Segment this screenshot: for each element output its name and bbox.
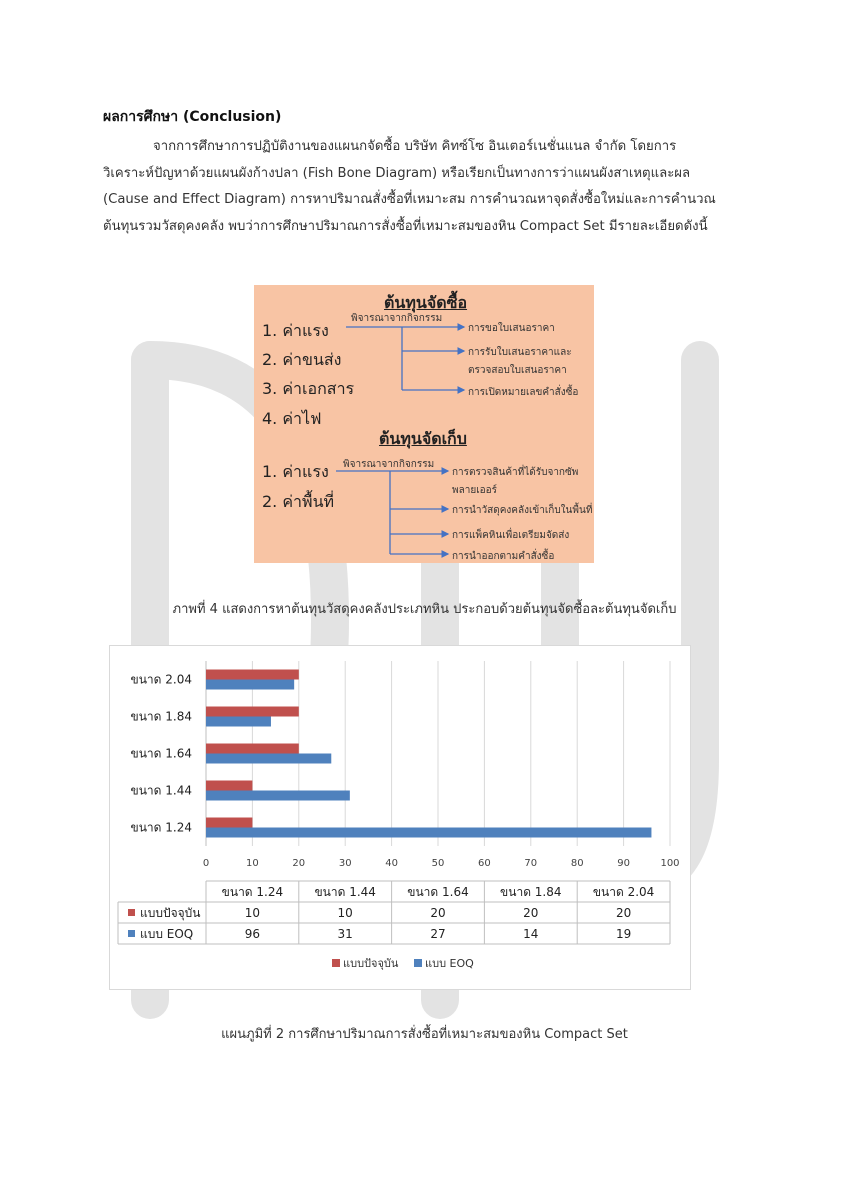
storage-activity-1b: พลายเออร์ xyxy=(452,485,497,496)
storage-activity-1a: การตรวจสินค้าที่ได้รับจากซัพ xyxy=(452,467,579,478)
purchase-activity-1: การขอใบเสนอราคา xyxy=(468,323,555,334)
table-series-name: แบบปัจจุบัน xyxy=(140,906,201,920)
bar-eoq xyxy=(206,791,350,801)
purchase-item-3: 3. ค่าเอกสาร xyxy=(262,379,355,398)
bar-current xyxy=(206,781,252,791)
storage-item-2: 2. ค่าพื้นที่ xyxy=(262,492,335,511)
x-tick-label: 0 xyxy=(202,858,210,869)
x-tick-label: 90 xyxy=(617,858,630,869)
eoq-chart-svg xyxy=(110,646,690,989)
storage-item-1: 1. ค่าแรง xyxy=(262,462,329,481)
x-tick-label: 50 xyxy=(431,858,445,869)
conclusion-paragraph xyxy=(103,134,748,240)
table-header-cell: ขนาด 1.64 xyxy=(407,885,469,899)
legend-key xyxy=(414,959,422,967)
table-value-cell: 19 xyxy=(615,927,632,941)
section-heading: ผลการศึกษา (Conclusion) xyxy=(103,109,282,125)
y-category-label: ขนาด 1.64 xyxy=(130,746,192,761)
table-header-cell: ขนาด 1.84 xyxy=(500,885,562,899)
y-category-label: ขนาด 2.04 xyxy=(130,672,192,687)
table-value-cell: 14 xyxy=(523,927,539,941)
table-header-cell: ขนาด 1.44 xyxy=(314,885,376,899)
table-value-cell: 96 xyxy=(244,927,261,941)
storage-consider-label: พิจารณาจากกิจกรรม xyxy=(343,459,435,470)
cost-figure xyxy=(254,285,594,563)
bar-eoq xyxy=(206,754,331,764)
storage-cost-title: ต้นทุนจัดเก็บ xyxy=(379,429,467,448)
x-tick-label: 20 xyxy=(292,858,306,869)
y-category-label: ขนาด 1.84 xyxy=(130,709,192,724)
table-header-cell: ขนาด 1.24 xyxy=(221,885,284,899)
table-value-cell: 20 xyxy=(523,906,539,920)
bar-current xyxy=(206,670,299,680)
table-legend-key xyxy=(128,930,135,937)
chart-caption: แผนภูมิที่ 2 การศึกษาปริมาณการสั่งซื้อที่เหมาะสมของหิน Compact Set xyxy=(221,1027,628,1042)
legend-label: แบบ EOQ xyxy=(425,957,474,970)
x-tick-label: 70 xyxy=(524,858,538,869)
legend-key xyxy=(332,959,340,967)
table-value-cell: 10 xyxy=(337,906,353,920)
eoq-chart xyxy=(109,645,691,990)
legend-label: แบบปัจจุบัน xyxy=(343,957,399,970)
table-legend-key xyxy=(128,909,135,916)
bar-eoq xyxy=(206,717,271,727)
table-value-cell: 27 xyxy=(430,927,446,941)
x-tick-label: 60 xyxy=(478,858,491,869)
bar-eoq xyxy=(206,828,651,838)
table-value-cell: 10 xyxy=(244,906,261,920)
table-value-cell: 31 xyxy=(337,927,353,941)
storage-activity-2: การนำวัสดุคงคลังเข้าเก็บในพื้นที่ xyxy=(452,505,593,516)
x-tick-label: 100 xyxy=(660,858,680,869)
table-series-name: แบบ EOQ xyxy=(140,927,194,941)
purchase-item-4: 4. ค่าไฟ xyxy=(262,409,322,428)
x-tick-label: 10 xyxy=(246,858,259,869)
purchase-activity-2b: ตรวจสอบใบเสนอราคา xyxy=(468,365,567,376)
bar-eoq xyxy=(206,680,294,690)
purchase-cost-title: ต้นทุนจัดซื้อ xyxy=(384,293,468,312)
storage-activity-4: การนำออกตามคำสั่งซื้อ xyxy=(452,551,555,562)
purchase-activity-3: การเปิดหมายเลขคำสั่งซื้อ xyxy=(468,387,579,398)
paragraph-line-4: ต้นทุนรวมวัสดุคงคลัง พบว่าการศึกษาปริมาณการสั่งซื้อที่เหมาะสมของหิน Compact Set มีรายละเอียดดังนี้ xyxy=(103,218,708,234)
bar-current xyxy=(206,707,299,717)
table-header-cell: ขนาด 2.04 xyxy=(592,885,655,899)
table-value-cell: 20 xyxy=(615,906,632,920)
bar-current xyxy=(206,818,252,828)
x-tick-label: 30 xyxy=(338,858,352,869)
paragraph-line-3: (Cause and Effect Diagram) การหาปริมาณสั่งซื้อที่เหมาะสม การคำนวณหาจุดสั่งซื้อใหม่และการคำนวณ xyxy=(103,192,716,207)
storage-activity-3: การแพ็คหินเพื่อเตรียมจัดส่ง xyxy=(452,530,570,541)
purchase-consider-label: พิจารณาจากกิจกรรม xyxy=(351,313,443,324)
paragraph-line-2: วิเคราะห์ปัญหาด้วยแผนผังก้างปลา (Fish Bone Diagram) หรือเรียกเป็นทางการว่าแผนผังสาเหตุและผล xyxy=(103,165,691,181)
x-tick-label: 40 xyxy=(385,858,398,869)
y-category-label: ขนาด 1.24 xyxy=(130,820,192,835)
paragraph-line-1: จากการศึกษาการปฏิบัติงานของแผนกจัดซื้อ บริษัท คิทซ์โซ อินเตอร์เนชั่นแนล จำกัด โดยการ xyxy=(153,139,677,154)
y-category-label: ขนาด 1.44 xyxy=(130,783,192,798)
purchase-activity-2a: การรับใบเสนอราคาและ xyxy=(468,347,572,358)
bar-current xyxy=(206,744,299,754)
purchase-item-2: 2. ค่าขนส่ง xyxy=(262,350,342,369)
x-tick-label: 80 xyxy=(570,858,584,869)
figure-caption: ภาพที่ 4 แสดงการหาต้นทุนวัสดุคงคลังประเภทหิน ประกอบด้วยต้นทุนจัดซื้อละต้นทุนจัดเก็บ xyxy=(172,602,677,617)
purchase-item-1: 1. ค่าแรง xyxy=(262,321,329,340)
table-value-cell: 20 xyxy=(430,906,446,920)
